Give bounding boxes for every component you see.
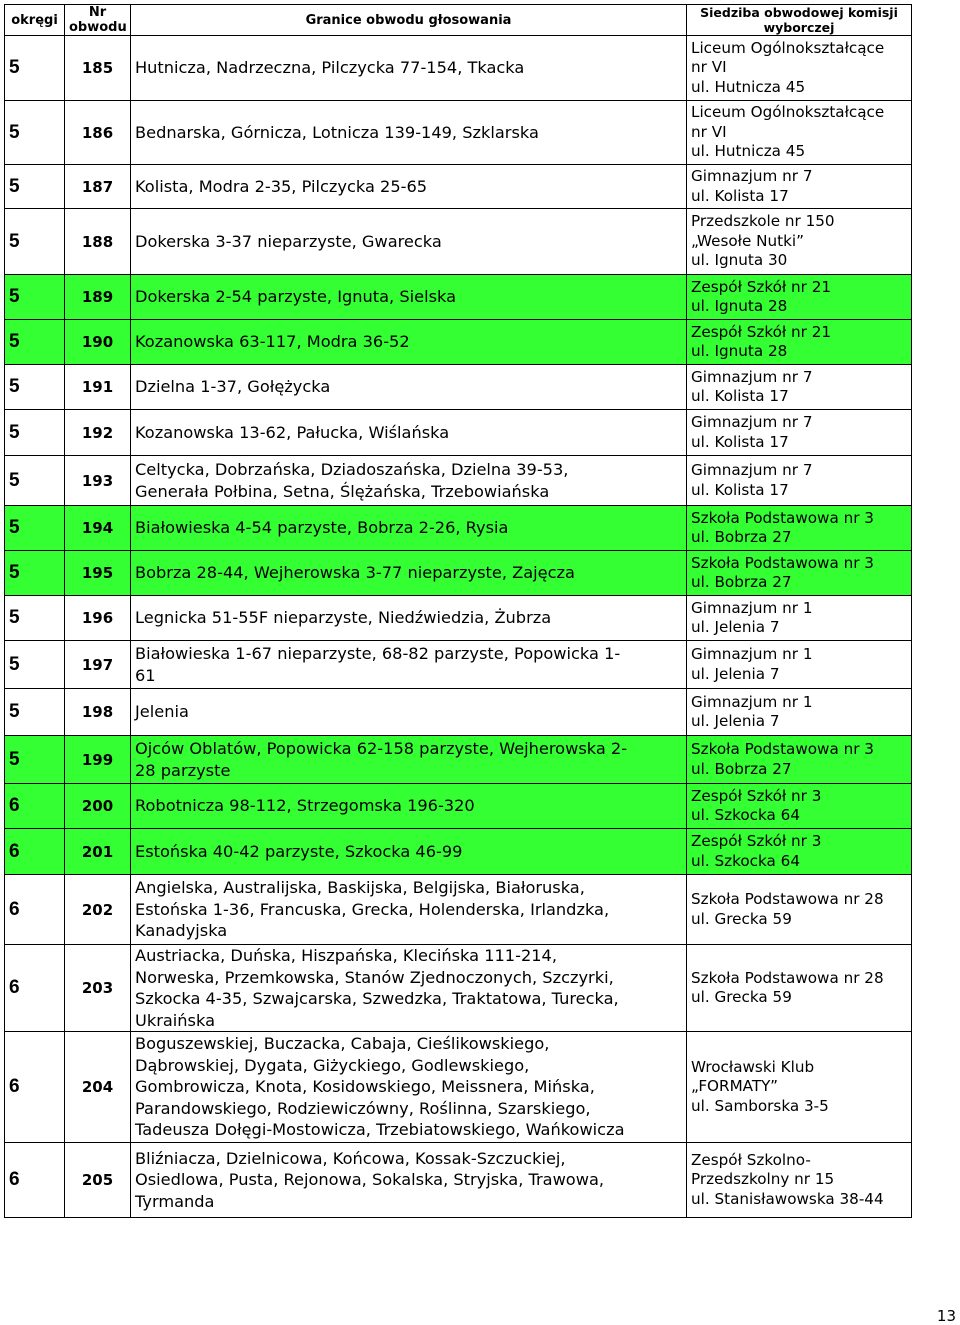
table-row — [5, 320, 912, 365]
siedziba-line: ul. Jelenia 7 — [691, 664, 780, 683]
okreg-cell: 6 — [5, 1143, 65, 1218]
siedziba-cell — [687, 1143, 912, 1218]
granice-cell — [131, 875, 687, 945]
granice-cell — [131, 641, 687, 689]
granice-cell — [131, 410, 687, 456]
siedziba-line: ul. Ignuta 28 — [691, 297, 788, 315]
okreg-cell: 5 — [5, 365, 65, 410]
granice-line: Estońska 1-36, Francuska, Grecka, Holenderska, Irlandzka, — [135, 899, 610, 919]
nr-obwodu-cell: 197 — [65, 641, 131, 689]
okreg-cell: 5 — [5, 410, 65, 456]
siedziba-line: ul. Jelenia 7 — [691, 712, 780, 730]
okreg-cell: 5 — [5, 736, 65, 784]
table-row — [5, 410, 912, 456]
siedziba-cell — [687, 209, 912, 275]
granice-line: Ojców Oblatów, Popowicka 62-158 parzyste, Wejherowska 2- — [135, 739, 628, 758]
siedziba-line: ul. Stanisławowska 38-44 — [691, 1189, 884, 1208]
nr-obwodu-cell: 190 — [65, 320, 131, 365]
granice-cell — [131, 596, 687, 641]
granice-line: Tadeusza Dołęgi-Mostowicza, Trzebiatowskiego, Wańkowicza — [135, 1120, 625, 1140]
siedziba-line: Zespół Szkół nr 3 — [691, 832, 822, 850]
granice-line: Kanadyjska — [135, 921, 228, 941]
siedziba-cell — [687, 506, 912, 551]
granice-line: 28 parzyste — [135, 760, 231, 780]
header-granice: Granice obwodu głosowania — [131, 5, 687, 36]
okreg-cell: 5 — [5, 689, 65, 736]
okreg-cell: 5 — [5, 641, 65, 689]
okreg-cell: 5 — [5, 165, 65, 209]
granice-cell — [131, 209, 687, 275]
siedziba-line: Zespół Szkół nr 21 — [691, 322, 832, 341]
siedziba-line: „Wesołe Nutki” — [691, 231, 804, 250]
siedziba-line: Szkoła Podstawowa nr 28 — [691, 968, 884, 987]
okreg-cell: 5 — [5, 275, 65, 320]
nr-obwodu-cell: 204 — [65, 1032, 131, 1143]
nr-obwodu-cell: 196 — [65, 596, 131, 641]
siedziba-line: ul. Grecka 59 — [691, 909, 792, 928]
table-row — [5, 551, 912, 596]
table-row — [5, 101, 912, 165]
table-row — [5, 875, 912, 945]
siedziba-line: Przedszkolny nr 15 — [691, 1170, 835, 1189]
siedziba-line: nr VI — [691, 122, 727, 141]
okreg-cell: 5 — [5, 209, 65, 275]
nr-obwodu-cell: 200 — [65, 784, 131, 829]
siedziba-cell — [687, 736, 912, 784]
okreg-cell: 6 — [5, 1032, 65, 1143]
granice-line: Bobrza 28-44, Wejherowska 3-77 nieparzyste, Zajęcza — [135, 563, 575, 583]
okreg-cell: 5 — [5, 320, 65, 365]
nr-obwodu-cell: 202 — [65, 875, 131, 945]
granice-line: Dokerska 2-54 parzyste, Ignuta, Sielska — [135, 287, 457, 307]
siedziba-line: Szkoła Podstawowa nr 28 — [691, 890, 884, 908]
granice-cell — [131, 784, 687, 829]
table-row — [5, 365, 912, 410]
table-header-row — [5, 5, 912, 36]
siedziba-line: ul. Bobrza 27 — [691, 759, 792, 778]
siedziba-line: ul. Kolista 17 — [691, 480, 789, 499]
siedziba-cell — [687, 365, 912, 410]
table-row — [5, 641, 912, 689]
siedziba-line: ul. Szkocka 64 — [691, 806, 800, 824]
siedziba-line: ul. Bobrza 27 — [691, 528, 792, 546]
siedziba-line: Liceum Ogólnokształcące — [691, 103, 885, 122]
siedziba-line: Szkoła Podstawowa nr 3 — [691, 553, 874, 572]
siedziba-line: Gimnazjum nr 7 — [691, 367, 813, 386]
granice-line: Parandowskiego, Rodziewiczówny, Roślinna, Szarskiego, — [135, 1098, 591, 1118]
granice-line: Szkocka 4-35, Szwajcarska, Szwedzka, Traktatowa, Turecka, — [135, 989, 619, 1008]
siedziba-line: Gimnazjum nr 1 — [691, 645, 813, 663]
siedziba-line: Gimnazjum nr 7 — [691, 167, 813, 185]
granice-cell — [131, 506, 687, 551]
table-row — [5, 456, 912, 506]
siedziba-cell — [687, 36, 912, 101]
siedziba-cell — [687, 320, 912, 365]
election-districts-table — [4, 4, 912, 1218]
granice-line: Dzielna 1-37, Gołężycka — [135, 377, 331, 397]
granice-cell — [131, 945, 687, 1032]
granice-line: Tyrmanda — [135, 1191, 215, 1211]
nr-obwodu-cell: 188 — [65, 209, 131, 275]
siedziba-cell — [687, 165, 912, 209]
siedziba-cell — [687, 1032, 912, 1143]
siedziba-line: Gimnazjum nr 7 — [691, 461, 813, 479]
header-siedziba: Siedziba obwodowej komisji wyborczej — [687, 5, 912, 36]
granice-line: Generała Połbina, Setna, Ślężańska, Trzebowiańska — [135, 481, 550, 501]
granice-line: Boguszewskiej, Buczacka, Cabaja, Cieślikowskiego, — [135, 1034, 550, 1054]
header-okregi: okręgi — [5, 5, 65, 36]
nr-obwodu-cell: 187 — [65, 165, 131, 209]
table-row — [5, 736, 912, 784]
siedziba-line: nr VI — [691, 58, 727, 77]
granice-line: Bliźniacza, Dzielnicowa, Końcowa, Kossak-Szczuckiej, — [135, 1148, 566, 1168]
siedziba-cell — [687, 641, 912, 689]
siedziba-line: Przedszkole nr 150 — [691, 212, 835, 231]
granice-line: Osiedlowa, Pusta, Rejonowa, Sokalska, Stryjska, Trawowa, — [135, 1170, 605, 1190]
nr-obwodu-cell: 189 — [65, 275, 131, 320]
granice-cell — [131, 456, 687, 506]
nr-obwodu-cell: 199 — [65, 736, 131, 784]
granice-cell — [131, 829, 687, 875]
okreg-cell: 5 — [5, 551, 65, 596]
okreg-cell: 5 — [5, 456, 65, 506]
nr-obwodu-cell: 205 — [65, 1143, 131, 1218]
granice-line: Estońska 40-42 parzyste, Szkocka 46-99 — [135, 841, 463, 861]
granice-line: Jelenia — [135, 702, 189, 722]
siedziba-cell — [687, 551, 912, 596]
granice-cell — [131, 1143, 687, 1218]
granice-line: Bednarska, Górnicza, Lotnicza 139-149, Szklarska — [135, 122, 539, 142]
granice-line: Angielska, Australijska, Baskijska, Belgijska, Białoruska, — [135, 878, 585, 898]
siedziba-cell — [687, 410, 912, 456]
siedziba-cell — [687, 945, 912, 1032]
siedziba-line: ul. Hutnicza 45 — [691, 77, 806, 96]
siedziba-line: Zespół Szkół nr 3 — [691, 786, 822, 805]
siedziba-line: ul. Ignuta 30 — [691, 251, 788, 270]
siedziba-line: „FORMATY” — [691, 1077, 779, 1096]
page-number: 13 — [936, 1307, 956, 1325]
table-row — [5, 945, 912, 1032]
siedziba-line: ul. Bobrza 27 — [691, 573, 792, 591]
granice-line: Legnicka 51-55F nieparzyste, Niedźwiedzia, Żubrza — [135, 608, 552, 628]
granice-cell — [131, 320, 687, 365]
siedziba-cell — [687, 689, 912, 736]
granice-line: Hutnicza, Nadrzeczna, Pilczycka 77-154, Tkacka — [135, 58, 525, 78]
siedziba-line: ul. Kolista 17 — [691, 432, 789, 451]
nr-obwodu-cell: 201 — [65, 829, 131, 875]
okreg-cell: 5 — [5, 506, 65, 551]
siedziba-cell — [687, 829, 912, 875]
granice-cell — [131, 689, 687, 736]
okreg-cell: 6 — [5, 945, 65, 1032]
siedziba-line: Zespół Szkół nr 21 — [691, 277, 832, 296]
siedziba-line: Gimnazjum nr 1 — [691, 598, 813, 617]
table-row — [5, 506, 912, 551]
granice-line: Kolista, Modra 2-35, Pilczycka 25-65 — [135, 176, 428, 196]
granice-cell — [131, 1032, 687, 1143]
granice-line: Kozanowska 63-117, Modra 36-52 — [135, 332, 410, 352]
nr-obwodu-cell: 186 — [65, 101, 131, 165]
table-row — [5, 36, 912, 101]
siedziba-line: ul. Grecka 59 — [691, 988, 792, 1006]
table-row — [5, 209, 912, 275]
nr-obwodu-cell: 192 — [65, 410, 131, 456]
granice-line: Norweska, Przemkowska, Stanów Zjednoczonych, Szczyrki, — [135, 967, 614, 987]
okreg-cell: 5 — [5, 596, 65, 641]
table-row — [5, 829, 912, 875]
siedziba-line: ul. Kolista 17 — [691, 186, 789, 205]
nr-obwodu-cell: 193 — [65, 456, 131, 506]
table-row — [5, 1143, 912, 1218]
siedziba-line: Zespół Szkolno- — [691, 1150, 811, 1169]
granice-line: Robotnicza 98-112, Strzegomska 196-320 — [135, 796, 475, 816]
siedziba-cell — [687, 456, 912, 506]
nr-obwodu-cell: 195 — [65, 551, 131, 596]
header-nr-obwodu: Nr obwodu — [65, 5, 131, 36]
table-row — [5, 784, 912, 829]
okreg-cell: 6 — [5, 875, 65, 945]
nr-obwodu-cell: 185 — [65, 36, 131, 101]
granice-line: 61 — [135, 665, 156, 685]
granice-cell — [131, 165, 687, 209]
table-row — [5, 165, 912, 209]
okreg-cell: 5 — [5, 36, 65, 101]
siedziba-line: ul. Hutnicza 45 — [691, 142, 806, 161]
siedziba-line: Liceum Ogólnokształcące — [691, 38, 885, 57]
siedziba-line: Szkoła Podstawowa nr 3 — [691, 740, 874, 758]
granice-line: Białowieska 4-54 parzyste, Bobrza 2-26, Rysia — [135, 518, 509, 538]
okreg-cell: 6 — [5, 784, 65, 829]
okreg-cell: 6 — [5, 829, 65, 875]
siedziba-line: ul. Jelenia 7 — [691, 618, 780, 636]
nr-obwodu-cell: 203 — [65, 945, 131, 1032]
okreg-cell: 5 — [5, 101, 65, 165]
granice-line: Gombrowicza, Knota, Kosidowskiego, Meissnera, Mińska, — [135, 1077, 595, 1097]
table-row — [5, 1032, 912, 1143]
nr-obwodu-cell: 191 — [65, 365, 131, 410]
granice-line: Austriacka, Duńska, Hiszpańska, Klecińska 111-214, — [135, 946, 557, 965]
siedziba-line: ul. Samborska 3-5 — [691, 1096, 829, 1115]
table-row — [5, 275, 912, 320]
granice-line: Celtycka, Dobrzańska, Dziadoszańska, Dzielna 39-53, — [135, 460, 569, 479]
nr-obwodu-cell: 194 — [65, 506, 131, 551]
table-row — [5, 689, 912, 736]
granice-cell — [131, 36, 687, 101]
siedziba-cell — [687, 875, 912, 945]
siedziba-cell — [687, 596, 912, 641]
granice-line: Białowieska 1-67 nieparzyste, 68-82 parzyste, Popowicka 1- — [135, 644, 621, 663]
granice-line: Kozanowska 13-62, Pałucka, Wiślańska — [135, 422, 450, 442]
siedziba-line: ul. Szkocka 64 — [691, 851, 800, 870]
granice-cell — [131, 275, 687, 320]
table-row — [5, 596, 912, 641]
nr-obwodu-cell: 198 — [65, 689, 131, 736]
siedziba-line: ul. Ignuta 28 — [691, 342, 788, 360]
granice-cell — [131, 551, 687, 596]
siedziba-line: Gimnazjum nr 7 — [691, 413, 813, 431]
granice-cell — [131, 101, 687, 165]
granice-line: Dąbrowskiej, Dygata, Giżyckiego, Godlewskiego, — [135, 1055, 530, 1075]
siedziba-cell — [687, 784, 912, 829]
granice-cell — [131, 365, 687, 410]
siedziba-line: Wrocławski Klub — [691, 1057, 815, 1076]
granice-cell — [131, 736, 687, 784]
granice-line: Dokerska 3-37 nieparzyste, Gwarecka — [135, 231, 442, 251]
siedziba-line: Gimnazjum nr 1 — [691, 692, 813, 711]
siedziba-cell — [687, 275, 912, 320]
siedziba-line: ul. Kolista 17 — [691, 387, 789, 405]
granice-line: Ukraińska — [135, 1010, 215, 1030]
siedziba-line: Szkoła Podstawowa nr 3 — [691, 508, 874, 527]
siedziba-cell — [687, 101, 912, 165]
